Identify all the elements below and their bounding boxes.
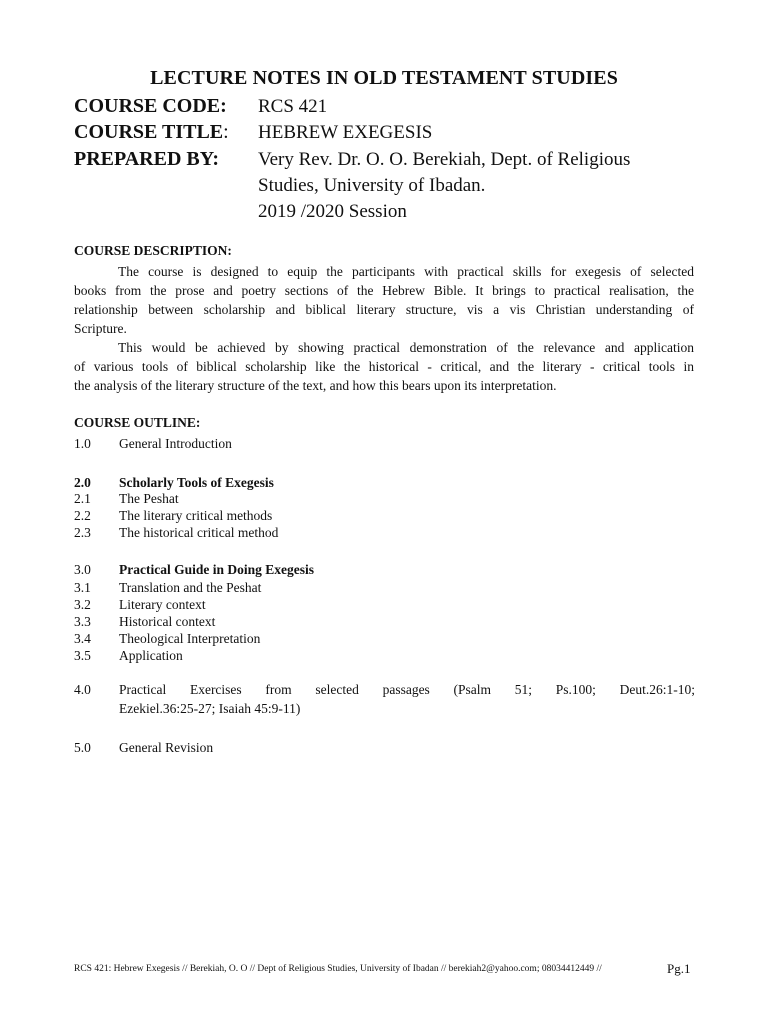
para1-line4: Scripture.: [74, 321, 127, 336]
document-title: LECTURE NOTES IN OLD TESTAMENT STUDIES: [150, 67, 618, 89]
outline-text: General Revision: [119, 740, 214, 755]
description-paragraph-1: [74, 262, 694, 338]
outline-text: The literary critical methods: [119, 508, 273, 523]
page-footer: RCS 421: Hebrew Exegesis // Berekiah, O. O // Dept of Religious Studies, University of Ibadan // berekiah2@yahoo.com; 08034412449 //: [74, 964, 602, 974]
para1-line1: The course is designed to equip the participants with practical skills for exegesis of selected: [118, 264, 694, 279]
session-value: 2019 /2020 Session: [258, 201, 407, 222]
outline-text: Theological Interpretation: [119, 631, 261, 646]
course-title-value: HEBREW EXEGESIS: [258, 122, 433, 143]
exercise-word: selected: [315, 682, 359, 697]
practical-exercises-line2: Ezekiel.36:25-27; Isaiah 45:9-11): [119, 701, 301, 716]
outline-text: Practical Guide in Doing Exegesis: [119, 562, 314, 577]
outline-text: The historical critical method: [119, 525, 279, 540]
outline-num: 2.0: [74, 475, 91, 490]
exercise-word: Ps.100;: [555, 682, 596, 697]
outline-num: 3.4: [74, 631, 91, 646]
course-code-label: COURSE CODE:: [74, 95, 227, 117]
para2-line1: This would be achieved by showing practical demonstration of the relevance and application: [118, 340, 694, 355]
outline-num: 1.0: [74, 436, 91, 451]
outline-text: Application: [119, 648, 183, 663]
outline-num: 3.1: [74, 580, 91, 595]
page-number: Pg.1: [667, 961, 691, 976]
para2-line2: of various tools of biblical scholarship like the historical - critical, and the literary - critical tools in: [74, 359, 694, 374]
exercise-word: Deut.26:1-10;: [619, 682, 695, 697]
outline-text: General Introduction: [119, 436, 232, 451]
exercise-word: (Psalm: [453, 682, 492, 697]
outline-text: Literary context: [119, 597, 206, 612]
course-title-label-text: COURSE TITLE: [74, 121, 224, 143]
outline-text: The Peshat: [119, 491, 179, 506]
outline-text: Scholarly Tools of Exegesis: [119, 475, 274, 490]
para1-line2: books from the prose and poetry sections of the Hebrew Bible. It brings to practical realisation, the: [74, 283, 694, 298]
para1-line3: relationship between scholarship and biblical literary structure, vis a vis Christian understanding of: [74, 302, 694, 317]
outline-num: 4.0: [74, 682, 91, 697]
para2-line3: the analysis of the literary structure of the text, and how this bears upon its interpretation.: [74, 378, 557, 393]
prepared-by-line2: Studies, University of Ibadan.: [258, 175, 486, 196]
prepared-by-line1: Very Rev. Dr. O. O. Berekiah, Dept. of Religious: [258, 149, 631, 170]
practical-exercises-line1: [119, 681, 695, 699]
outline-num: 2.2: [74, 508, 91, 523]
outline-num: 3.3: [74, 614, 91, 629]
description-paragraph-2: [74, 338, 694, 395]
course-outline-heading: COURSE OUTLINE:: [74, 415, 201, 430]
exercise-word: Exercises: [189, 682, 242, 697]
course-description-heading: COURSE DESCRIPTION:: [74, 243, 232, 258]
outline-num: 3.2: [74, 597, 91, 612]
exercise-word: Practical: [119, 682, 167, 697]
outline-num: 2.3: [74, 525, 91, 540]
course-title-label: [74, 120, 229, 145]
outline-text: Translation and the Peshat: [119, 580, 262, 595]
exercise-word: 51;: [514, 682, 533, 697]
outline-num: 3.0: [74, 562, 91, 577]
course-title-colon: :: [223, 121, 229, 143]
exercise-word: passages: [382, 682, 430, 697]
exercise-word: from: [265, 682, 292, 697]
outline-num: 2.1: [74, 491, 91, 506]
course-code-value: RCS 421: [258, 96, 328, 117]
outline-num: 3.5: [74, 648, 91, 663]
prepared-by-label: PREPARED BY:: [74, 148, 220, 170]
outline-text: Historical context: [119, 614, 216, 629]
outline-num: 5.0: [74, 740, 91, 755]
